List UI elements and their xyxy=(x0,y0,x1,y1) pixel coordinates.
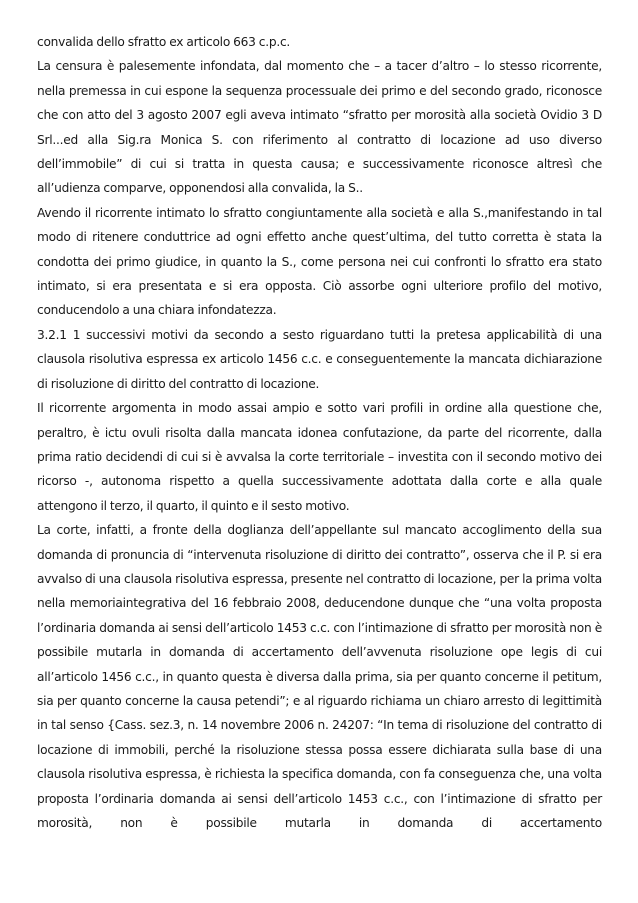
paragraph: La censura è palesemente infondata, dal momento che – a tacer d’altro – lo stesso ricorrente, nella premessa in cui espone la sequenza processuale dei primo e del secondo grado, riconosce che con atto del 3 agosto 2007 egli aveva intimato “sfratto per morosità alla società Ovidio 3 D Srl...ed alla Sig.ra Monica S. con riferimento al contratto di locazione ad uso diverso dell’immobile” di cui si tratta in questa causa; e successivamente riconosce altresì che all’udienza comparve, opponendosi alla convalida, la S.. xyxy=(37,59,602,196)
document-body xyxy=(37,30,602,835)
paragraph: Il ricorrente argomenta in modo assai ampio e sotto vari profili in ordine alla questione che, peraltro, è ictu ovuli risolta dalla mancata idonea confutazione, da parte del ricorrente, dalla prima ratio decidendi di cui si è avvalsa la corte territoriale – investita con il secondo motivo dei ricorso -, autonoma rispetto a quella successivamente adottata dalla corte e alla quale attengono il terzo, il quarto, il quinto e il sesto motivo. xyxy=(37,401,602,513)
paragraph: 3.2.1 1 successivi motivi da secondo a sesto riguardano tutti la pretesa applicabilità di una clausola risolutiva espressa ex articolo 1456 c.c. e conseguentemente la mancata dichiarazione di risoluzione di diritto del contratto di locazione. xyxy=(37,327,602,391)
paragraph: convalida dello sfratto ex articolo 663 c.p.c. xyxy=(37,35,291,49)
paragraph: La corte, infatti, a fronte della doglianza dell’appellante sul mancato accoglimento della sua domanda di pronuncia di “intervenuta risoluzione di diritto dei contratto”, osserva che il P. si era avvalso di una clausola risolutiva espressa, presente nel contratto di locazione, per la prima volta nella memoriaintegrativa del 16 febbraio 2008, deducendone dunque che “una volta proposta l’ordinaria domanda ai sensi dell’articolo 1453 c.c. con l’intimazione di sfratto per morosità non è possibile mutarla in domanda di accertamento dell’avvenuta risoluzione ope legis di cui all’articolo 1456 c.c., in quanto questa è diversa dalla prima, sia per quanto concerne il petitum, sia per quanto concerne la causa petendi”; e al riguardo richiama un chiaro arresto di legittimità in tal senso {Cass. sez.3, n. 14 novembre 2006 n. 24207: “In tema di risoluzione del contratto di locazione di immobili, perché la risoluzione stessa possa essere dichiarata sulla base di una clausola risolutiva espressa, è richiesta la specifica domanda, con fa conseguenza che, una volta proposta l’ordinaria domanda ai sensi dell’articolo 1453 c.c., con l’intimazione di sfratto per morosità, non è possibile mutarla in domanda di accertamento xyxy=(37,523,602,830)
paragraph: Avendo il ricorrente intimato lo sfratto congiuntamente alla società e alla S.,manifestando in tal modo di ritenere conduttrice ad ogni effetto anche quest’ultima, del tutto corretta è stata la condotta dei primo giudice, in quanto la S., come persona nei cui confronti lo sfratto era stato intimato, si era presentata e si era opposta. Ciò assorbe ogni ulteriore profilo del motivo, conducendolo a una chiara infondatezza. xyxy=(37,205,602,318)
